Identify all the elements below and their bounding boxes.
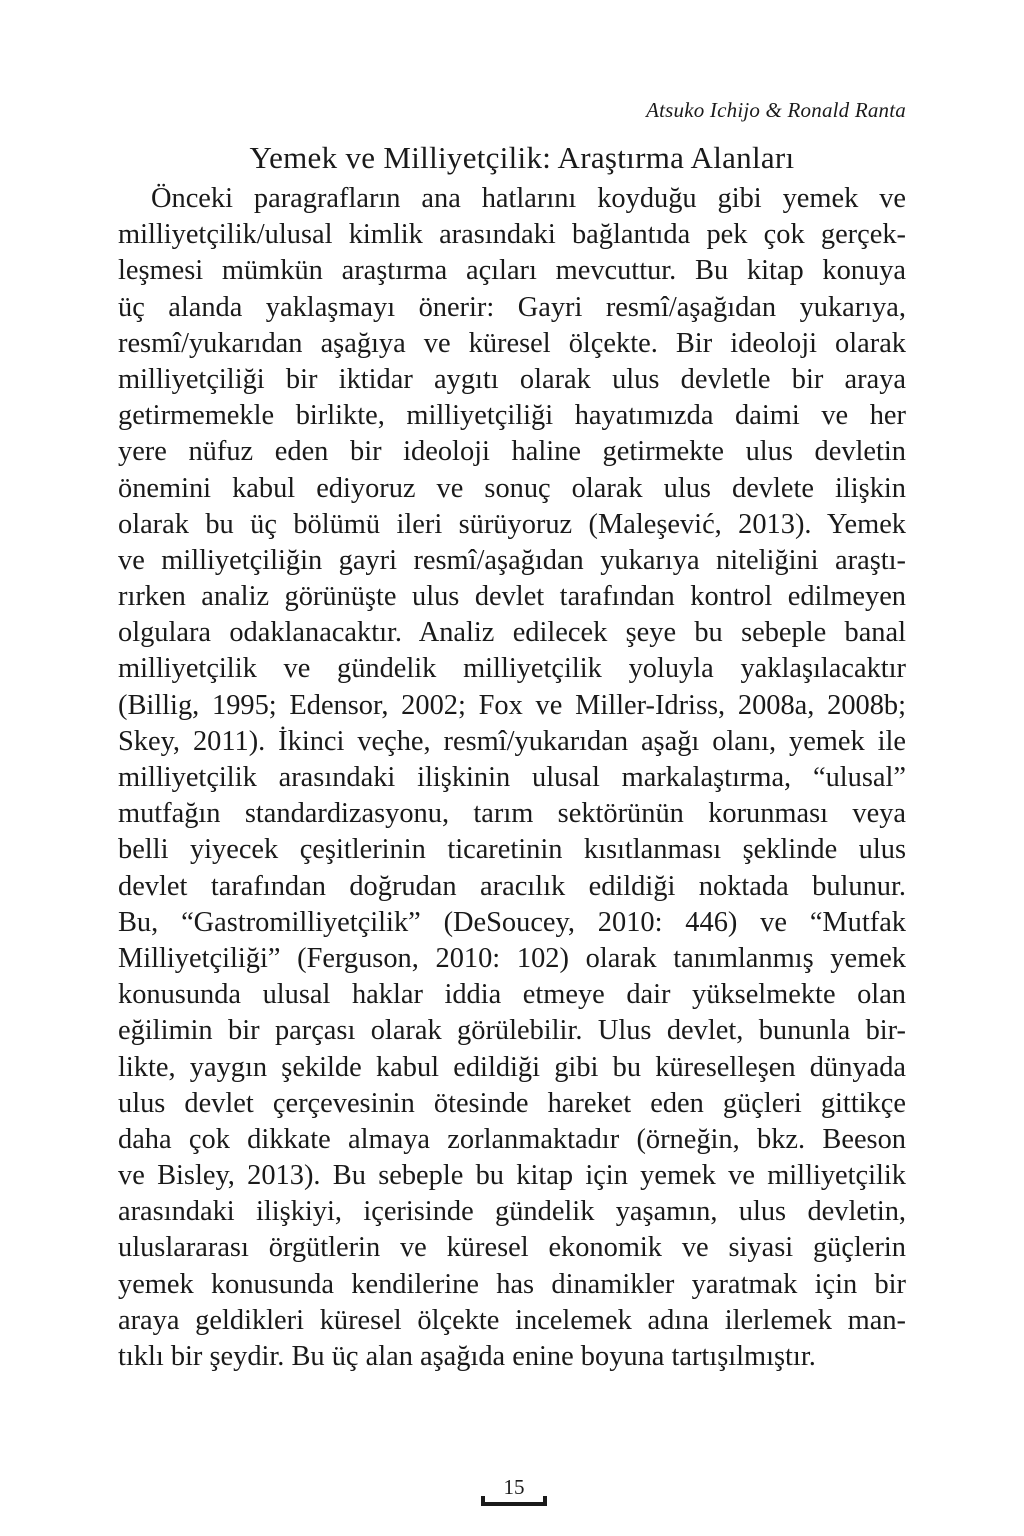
paragraph-line: uluslararası örgütlerin ve küresel ekonomik ve siyasi güçlerin bbox=[118, 1232, 906, 1264]
paragraph-line: Önceki paragrafların ana hatlarını koyduğu gibi yemek ve bbox=[151, 183, 906, 214]
paragraph-line: olgulara odaklanacaktır. Analiz edilecek şeye bu sebeple banal bbox=[118, 617, 906, 649]
paragraph-line: araya geldikleri küresel ölçekte incelemek adına ilerlemek man- bbox=[118, 1304, 906, 1336]
paragraph-line: daha çok dikkate almaya zorlanmaktadır (örneğin, bkz. Beeson bbox=[118, 1123, 906, 1155]
paragraph-line: ve Bisley, 2013). Bu sebeple bu kitap için yemek ve milliyetçilik bbox=[118, 1160, 906, 1192]
paragraph-line: üç alanda yaklaşmayı önerir: Gayri resmî/aşağıdan yukarıya, bbox=[118, 291, 906, 323]
folio-rule-ornament bbox=[481, 1502, 547, 1506]
paragraph-line: likte, yaygın şekilde kabul edildiği gibi bu küreselleşen dünyada bbox=[118, 1051, 906, 1083]
paragraph-line: leşmesi mümkün araştırma açıları mevcuttur. Bu kitap konuya bbox=[118, 255, 906, 287]
paragraph-line: yemek konusunda kendilerine has dinamikler yaratmak için bir bbox=[118, 1268, 906, 1300]
page-number: 15 bbox=[503, 1475, 525, 1499]
paragraph-line: eğilimin bir parçası olarak görülebilir. Ulus devlet, bununla bir- bbox=[118, 1015, 906, 1047]
paragraph-line: rırken analiz görünüşte ulus devlet tarafından kontrol edilmeyen bbox=[118, 581, 906, 613]
running-header: Atsuko Ichijo & Ronald Ranta bbox=[646, 98, 906, 122]
paragraph-line: mutfağın standardizasyonu, tarım sektörünün korunması veya bbox=[118, 798, 906, 830]
paragraph-line: belli yiyecek çeşitlerinin ticaretinin kısıtlanması şeklinde ulus bbox=[118, 834, 906, 866]
paragraph-line: tıklı bir şeydir. Bu üç alan aşağıda enine boyuna tartışılmıştır. bbox=[118, 1341, 816, 1372]
paragraph-line: Skey, 2011). İkinci veçhe, resmî/yukarıdan aşağı olanı, yemek ile bbox=[118, 725, 906, 757]
paragraph-line: ve milliyetçiliğin gayri resmî/aşağıdan yukarıya niteliğini araştı- bbox=[118, 544, 906, 576]
paragraph-line: arasındaki ilişkiyi, içerisinde gündelik yaşamın, ulus devletin, bbox=[118, 1196, 906, 1228]
paragraph-line: milliyetçiliği bir iktidar aygıtı olarak ulus devletle bir araya bbox=[118, 363, 906, 395]
paragraph-line: milliyetçilik ve gündelik milliyetçilik yoluyla yaklaşılacaktır bbox=[118, 653, 906, 685]
paragraph-line: yere nüfuz eden bir ideoloji haline getirmekte ulus devletin bbox=[118, 436, 906, 468]
paragraph-line: ulus devlet çerçevesinin ötesinde hareket eden güçleri gittikçe bbox=[118, 1087, 906, 1119]
paragraph-line: milliyetçilik/ulusal kimlik arasındaki bağlantıda pek çok gerçek- bbox=[118, 219, 906, 251]
paragraph-line: konusunda ulusal haklar iddia etmeye dair yükselmekte olan bbox=[118, 979, 906, 1011]
paragraph-line: getirmemekle birlikte, milliyetçiliği hayatımızda daimi ve her bbox=[118, 400, 906, 432]
paragraph-line: devlet tarafından doğrudan aracılık edildiği noktada bulunur. bbox=[118, 870, 906, 902]
section-title: Yemek ve Milliyetçilik: Araştırma Alanları bbox=[249, 140, 795, 175]
page-footer bbox=[481, 1475, 547, 1499]
paragraph-line: (Billig, 1995; Edensor, 2002; Fox ve Miller-Idriss, 2008a, 2008b; bbox=[118, 689, 906, 721]
body-paragraph bbox=[118, 181, 906, 1375]
paragraph-line: Bu, “Gastromilliyetçilik” (DeSoucey, 2010: 446) ve “Mutfak bbox=[118, 906, 906, 938]
paragraph-line: Milliyetçiliği” (Ferguson, 2010: 102) olarak tanımlanmış yemek bbox=[118, 942, 906, 974]
paragraph-line: önemini kabul ediyoruz ve sonuç olarak ulus devlete ilişkin bbox=[118, 472, 906, 504]
paragraph-line: olarak bu üç bölümü ileri sürüyoruz (Maleşević, 2013). Yemek bbox=[118, 508, 906, 540]
paragraph-line: milliyetçilik arasındaki ilişkinin ulusal markalaştırma, “ulusal” bbox=[118, 762, 906, 793]
paragraph-line: resmî/yukarıdan aşağıya ve küresel ölçekte. Bir ideoloji olarak bbox=[118, 327, 906, 359]
